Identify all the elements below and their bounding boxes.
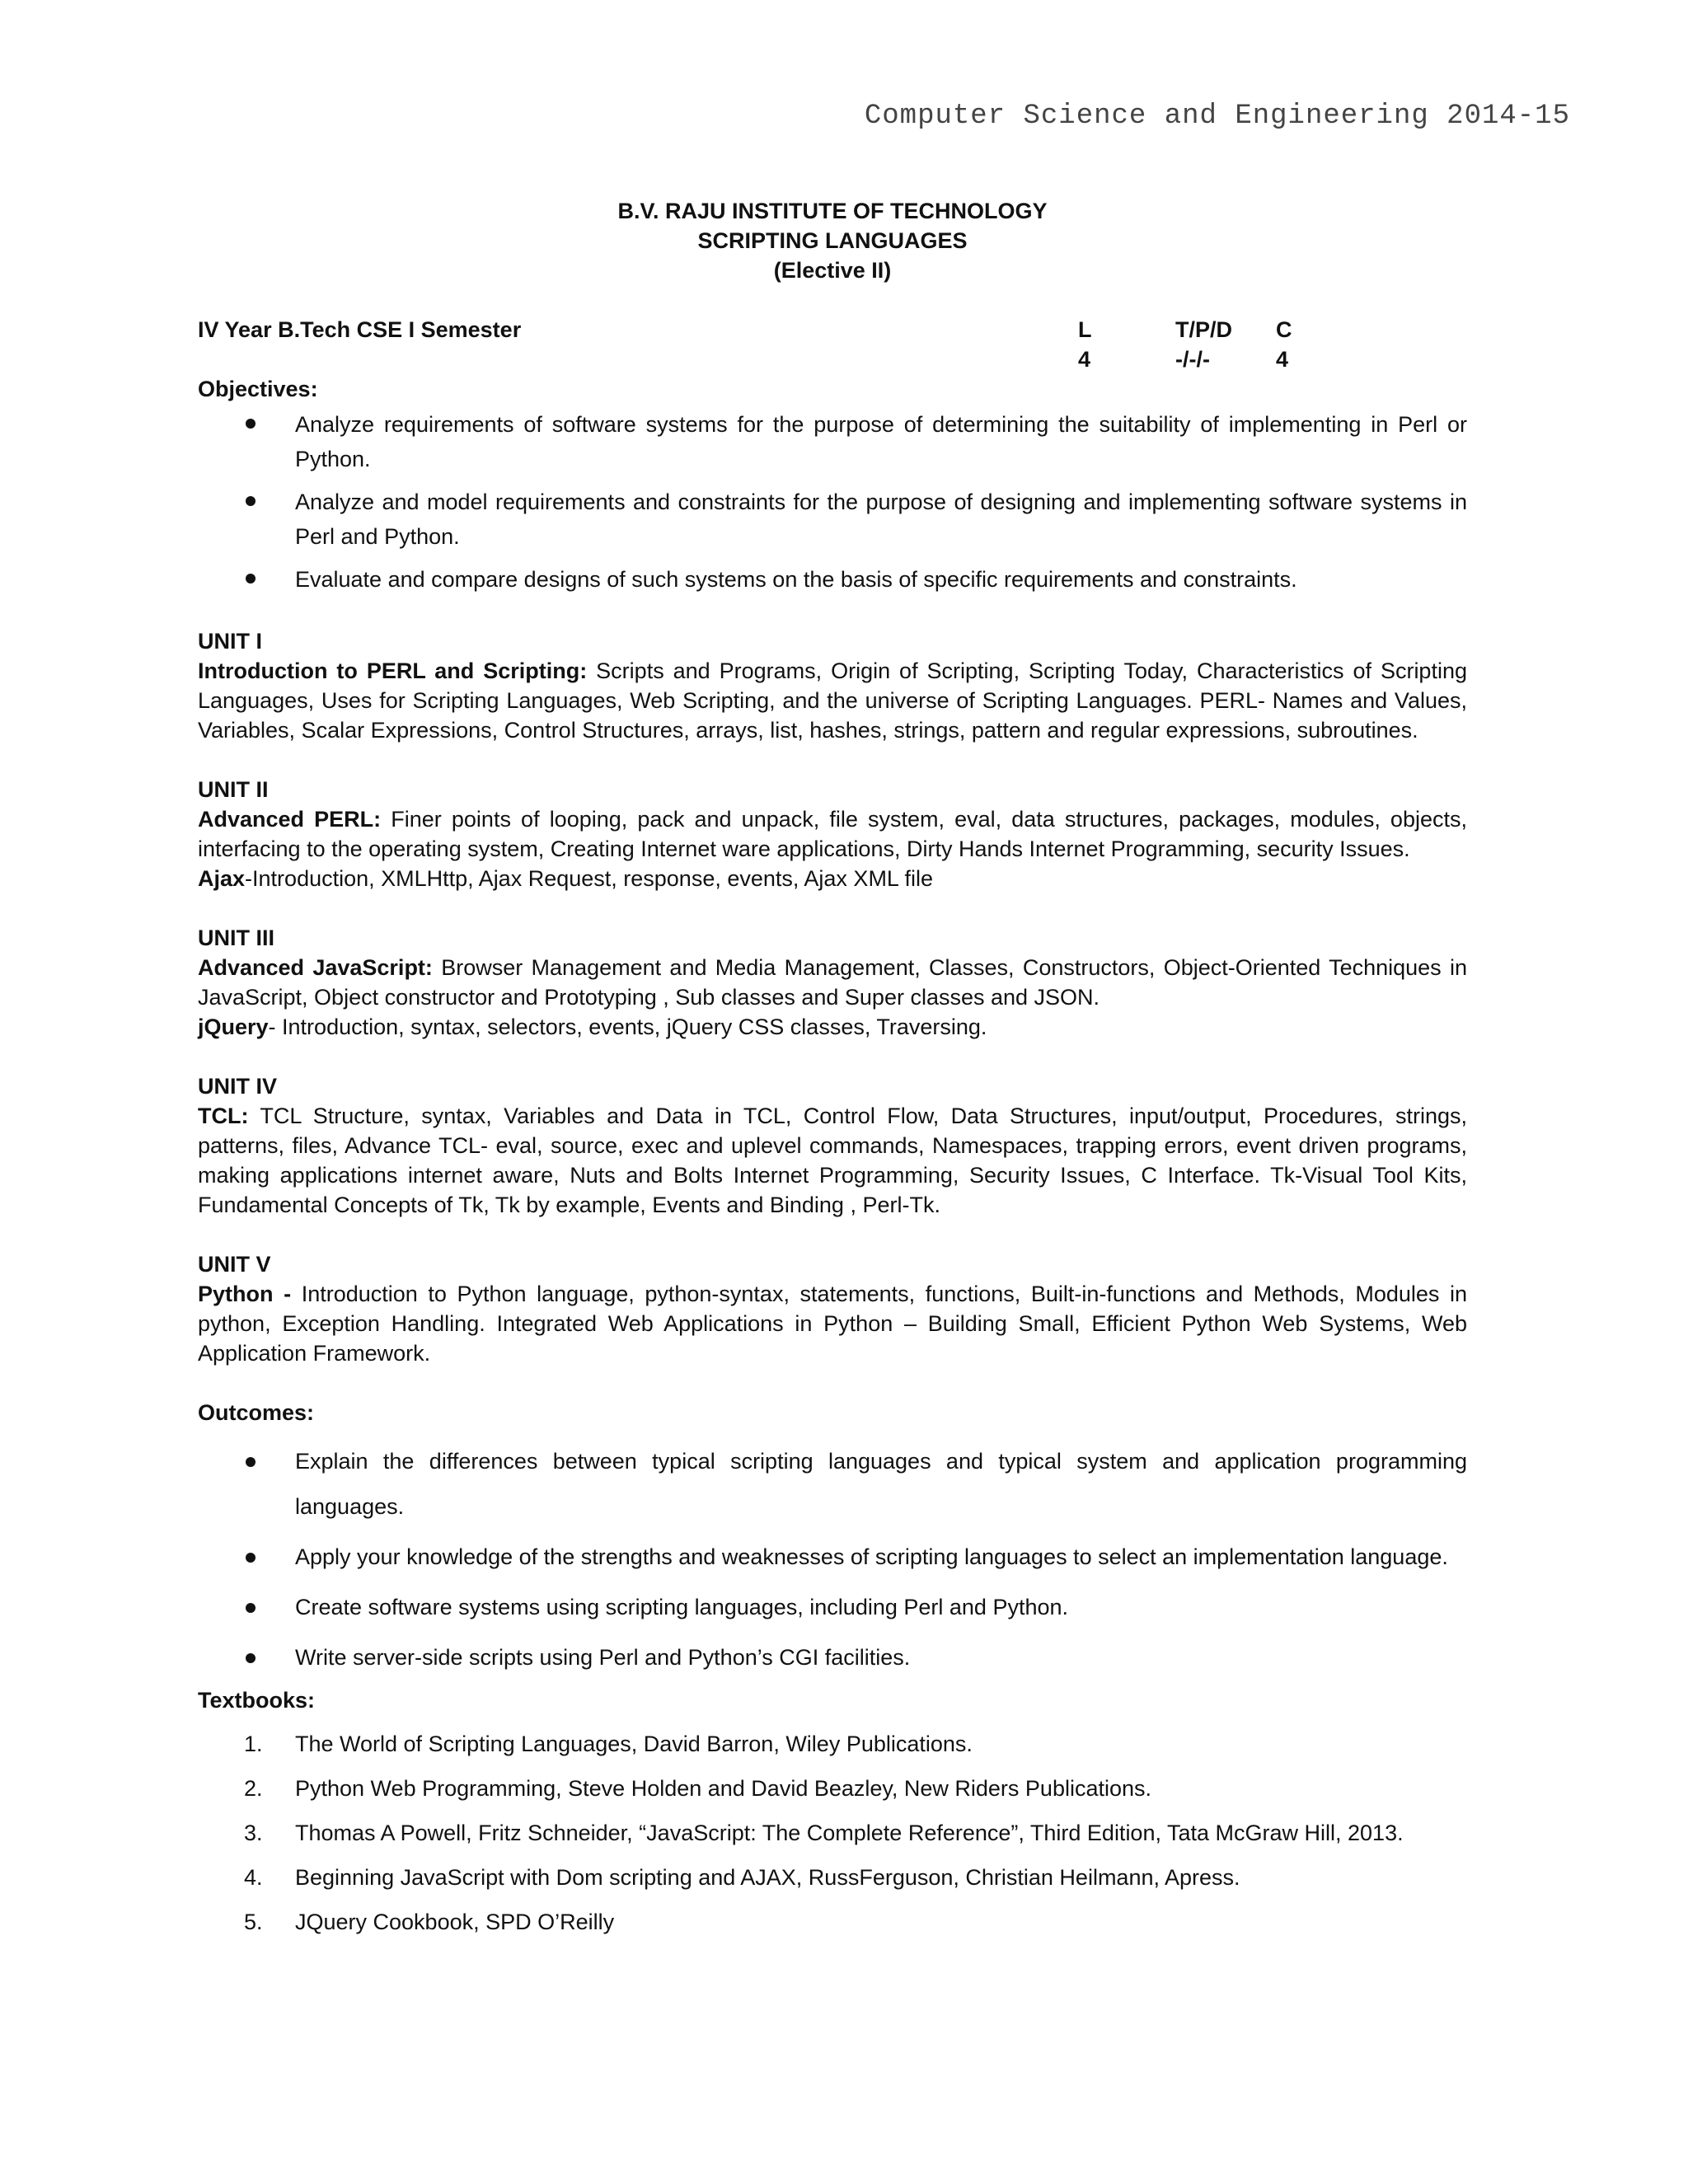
bullet-icon — [246, 574, 256, 583]
credits-header-c: C — [1276, 317, 1292, 342]
bullet-icon — [246, 1553, 256, 1563]
unit-paragraph: Advanced JavaScript: Browser Management and Media Management, Classes, Constructors, Object-Oriented Techniques in JavaScript, Object constructor and Prototyping , Sub classes and Super classes and JSON. — [198, 955, 1467, 1010]
textbooks-heading: Textbooks: — [198, 1688, 316, 1713]
list-item: Analyze requirements of software systems for the purpose of determining the suitability of implementing in Perl or Python. — [198, 407, 1467, 476]
list-item: 5. JQuery Cookbook, SPD O’Reilly — [244, 1910, 615, 1934]
credits-header-tpd: T/P/D — [1175, 317, 1233, 342]
elective-label: (Elective II) — [773, 258, 892, 283]
list-item: 4. Beginning JavaScript with Dom scripting and AJAX, RussFerguson, Christian Heilmann, Apress. — [244, 1865, 1240, 1890]
unit-title: UNIT V — [198, 1252, 271, 1277]
unit-2 — [198, 775, 1467, 893]
list-item: Explain the differences between typical scripting languages and typical system and application programming languages. — [198, 1439, 1467, 1530]
unit-paragraph: Introduction to PERL and Scripting: Scripts and Programs, Origin of Scripting, Scripting Today, Characteristics of Scripting Languages, Uses for Scripting Languages, Web Scripting, and the universe of Scripting Languages. PERL- Names and Values, Variables, Scalar Expressions, Control Structures, arrays, list, hashes, strings, pattern and regular expressions, subroutines. — [198, 658, 1467, 743]
textbooks-list — [198, 1722, 1467, 1944]
list-item: Analyze and model requirements and constraints for the purpose of designing and implementing software systems in Perl and Python. — [198, 485, 1467, 554]
unit-paragraph: Python - Introduction to Python language, python-syntax, statements, functions, Built-in-functions and Methods, Modules in python, Exception Handling. Integrated Web Applications in Python – Building Small, Efficient Python Web Systems, Web Application Framework. — [198, 1282, 1467, 1366]
unit-4 — [198, 1071, 1467, 1220]
credits-header-l: L — [1078, 317, 1092, 342]
list-item: 3. Thomas A Powell, Fritz Schneider, “JavaScript: The Complete Reference”, Third Edition, Tata McGraw Hill, 2013. — [244, 1821, 1404, 1845]
semester-row — [198, 315, 1467, 374]
unit-5 — [198, 1249, 1467, 1368]
objectives-heading: Objectives: — [198, 377, 318, 401]
bullet-icon — [246, 419, 256, 429]
course-title: SCRIPTING LANGUAGES — [697, 228, 968, 253]
unit-paragraph: TCL: TCL Structure, syntax, Variables and Data in TCL, Control Flow, Data Structures, input/output, Procedures, strings, patterns, files, Advance TCL- eval, source, exec and uplevel commands, Namespaces, trapping errors, event driven programs, making applications internet aware, Nuts and Bolts Internet Programming, Security Issues, C Interface. Tk-Visual Tool Kits, Fundamental Concepts of Tk, Tk by example, Events and Binding , Perl-Tk. — [198, 1104, 1467, 1217]
department-header: Computer Science and Engineering 2014-15 — [864, 101, 1570, 132]
unit-title: UNIT II — [198, 777, 269, 802]
bullet-icon — [246, 1603, 256, 1613]
unit-title: UNIT I — [198, 629, 262, 654]
bullet-icon — [246, 496, 256, 506]
objectives-list — [198, 407, 1467, 597]
credits-value-tpd: -/-/- — [1175, 347, 1210, 372]
unit-paragraph: Advanced PERL: Finer points of looping, pack and unpack, file system, eval, data structures, packages, modules, objects, interfacing to the operating system, Creating Internet ware applications, Dirty Hands Internet Programming, security Issues. — [198, 807, 1467, 861]
list-item: 1. The World of Scripting Languages, David Barron, Wiley Publications. — [244, 1732, 973, 1756]
credits-value-c: 4 — [1276, 347, 1289, 372]
list-item: Create software systems using scripting languages, including Perl and Python. — [198, 1585, 1467, 1630]
semester-label: IV Year B.Tech CSE I Semester — [198, 317, 522, 342]
unit-paragraph: Ajax-Introduction, XMLHttp, Ajax Request, response, events, Ajax XML file — [198, 866, 933, 891]
unit-3 — [198, 923, 1467, 1042]
document-body — [198, 196, 1467, 1944]
bullet-icon — [246, 1653, 256, 1663]
bullet-icon — [246, 1457, 256, 1467]
list-item: 2. Python Web Programming, Steve Holden and David Beazley, New Riders Publications. — [244, 1776, 1152, 1801]
unit-1 — [198, 626, 1467, 745]
unit-title: UNIT III — [198, 926, 274, 950]
outcomes-section — [198, 1398, 1467, 1680]
unit-paragraph: jQuery- Introduction, syntax, selectors, events, jQuery CSS classes, Traversing. — [198, 1015, 987, 1039]
credits-value-l: 4 — [1078, 347, 1091, 372]
list-item: Evaluate and compare designs of such systems on the basis of specific requirements and constraints. — [198, 562, 1467, 597]
unit-title: UNIT IV — [198, 1074, 278, 1099]
outcomes-heading: Outcomes: — [198, 1400, 315, 1425]
outcomes-list — [198, 1439, 1467, 1680]
textbooks-section — [198, 1685, 1467, 1944]
institute-title: B.V. RAJU INSTITUTE OF TECHNOLOGY — [617, 199, 1048, 223]
list-item: Apply your knowledge of the strengths and weaknesses of scripting languages to select an implementation language. — [198, 1535, 1467, 1580]
credits-table — [1078, 315, 1325, 374]
list-item: Write server-side scripts using Perl and Python’s CGI facilities. — [198, 1635, 1467, 1680]
